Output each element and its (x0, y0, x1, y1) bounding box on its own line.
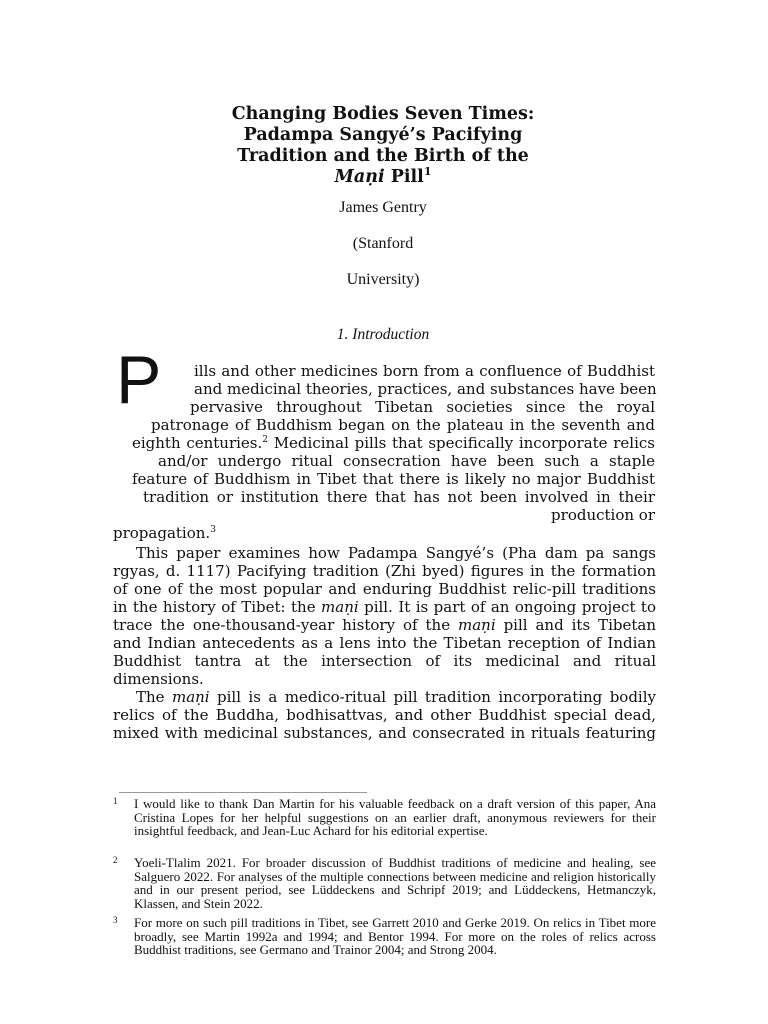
footnote-number: 3 (113, 915, 118, 925)
text-line: production or (551, 506, 655, 524)
paper-title (150, 104, 616, 188)
text-span: trace the one-thousand-year history of the (113, 616, 459, 634)
text-line: and/or undergo ritual consecration have been such a staple (158, 452, 655, 470)
title-italic-term: Maṇi (334, 167, 385, 187)
text-line (136, 688, 656, 706)
text-line (113, 524, 656, 542)
text-span: in the history of Tibet: the (113, 598, 322, 616)
footnote-ref-2[interactable]: 2 (262, 435, 268, 445)
text-line (113, 598, 656, 616)
text-line: tradition or institution there that has not been involved in their (143, 488, 655, 506)
text-line (113, 616, 656, 634)
author-affiliation-line-1: (Stanford (352, 235, 414, 252)
text-line: Buddhist tantra at the intersection of its medicinal and ritual (113, 652, 656, 670)
footnote-text: I would like to thank Dan Martin for his valuable feedback on a draft version of this paper, Ana Cristina Lopes for her helpful suggestions on an earlier draft, anonymous reviewers for their insightful feedback, and Jean-Luc Achard for his editorial expertise. (134, 796, 656, 838)
footnote-text: For more on such pill traditions in Tibet, see Garrett 2010 and Gerke 2019. On relics in Tibet more broadly, see Martin 1992a and 1994; and Bentor 1994. For more on the roles of relics across Buddhist traditions, see Germano and Trainor 2004; and Strong 2004. (134, 915, 656, 957)
author-affiliation-line-2: University) (346, 271, 420, 288)
text-line: mixed with medicinal substances, and consecrated in rituals featuring (113, 724, 656, 742)
title-line-2: Padampa Sangyé’s Pacifying (243, 125, 523, 145)
text-line: dimensions. (113, 670, 204, 688)
text-span: pill and its Tibetan (495, 616, 656, 634)
text-line (132, 434, 655, 452)
text-line: patronage of Buddhism began on the plateau in the seventh and (151, 416, 655, 434)
text-line: rgyas, d. 1117) Pacifying tradition (Zhi byed) figures in the formation (113, 562, 656, 580)
footnote-number: 2 (113, 855, 118, 865)
title-line-3: Tradition and the Birth of the (237, 146, 529, 166)
footnote-number: 1 (113, 796, 118, 806)
text-span: The (136, 688, 172, 706)
author-name: James Gentry (339, 199, 427, 216)
italic-term: maṇi (171, 688, 210, 706)
title-line-1: Changing Bodies Seven Times: (231, 104, 535, 124)
drop-cap: P (116, 342, 162, 418)
title-line-4-rest: Pill (384, 167, 424, 187)
footnote-separator (119, 792, 367, 793)
text-line: feature of Buddhism in Tibet that there is likely no major Buddhist (132, 470, 655, 488)
italic-term: maṇi (321, 598, 359, 616)
text-line: and medicinal theories, practices, and substances have been (194, 380, 657, 398)
italic-term: maṇi (458, 616, 496, 634)
text-span: Medicinal pills that specifically incorporate relics (268, 434, 655, 452)
text-line: ills and other medicines born from a confluence of Buddhist (194, 362, 655, 380)
text-line: pervasive throughout Tibetan societies since the royal (190, 398, 655, 416)
footnote-text: Yoeli-Tlalim 2021. For broader discussion of Buddhist traditions of medicine and healing, see Salguero 2022. For analyses of the multiple connections between medicine and religion historically and in our present period, see Lüddeckens and Schripf 2019; and Lüddeckens, Hetmanczyk, Klassen, and Stein 2022. (134, 855, 656, 911)
text-line: and Indian antecedents as a lens into the Tibetan reception of Indian (113, 634, 656, 652)
footnote-3 (113, 916, 656, 972)
title-footnote-mark[interactable]: 1 (423, 165, 432, 179)
text-line: This paper examines how Padampa Sangyé’s (Pha dam pa sangs (136, 544, 656, 562)
text-span: eighth centuries. (132, 434, 263, 452)
text-line: relics of the Buddha, bodhisattvas, and other Buddhist special dead, (113, 706, 656, 724)
footnote-2 (113, 856, 656, 912)
footnote-ref-3[interactable]: 3 (210, 525, 216, 535)
footnote-1 (113, 797, 656, 853)
section-heading: 1. Introduction (336, 326, 430, 343)
text-span: propagation. (113, 524, 211, 542)
text-line: of one of the most popular and enduring Buddhist relic-pill traditions (113, 580, 656, 598)
text-span: pill is a medico-ritual pill tradition incorporating bodily (209, 688, 656, 706)
text-span: pill. It is part of an ongoing project to (358, 598, 656, 616)
